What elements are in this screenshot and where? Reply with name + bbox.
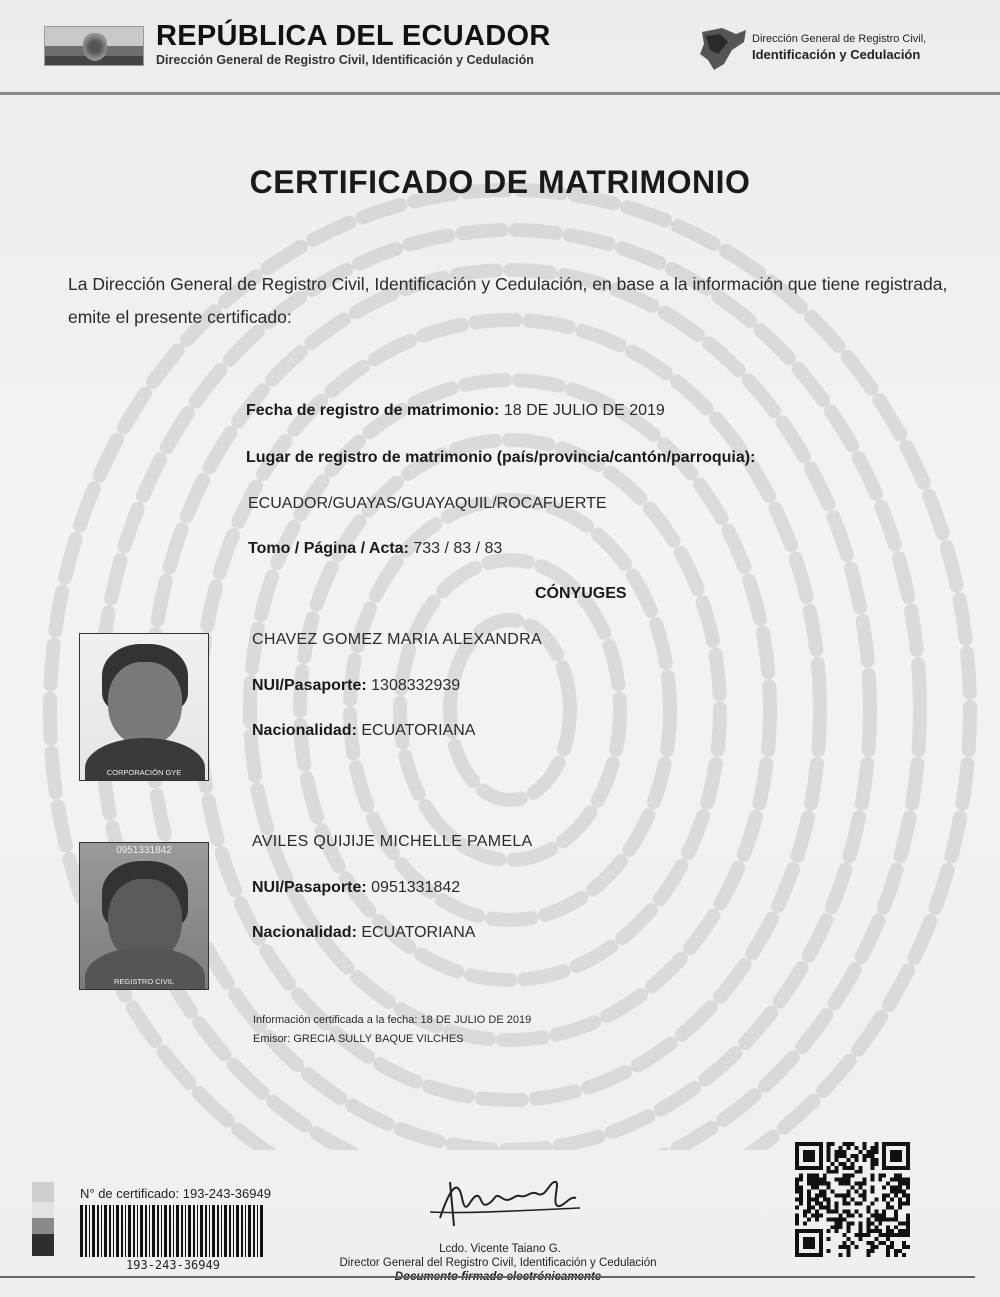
- registration-date-label: Fecha de registro de matrimonio:: [246, 402, 500, 419]
- registration-date-value: 18 DE JULIO DE 2019: [503, 402, 665, 419]
- signature-graphic: [410, 1168, 590, 1238]
- certified-date-value: 18 DE JULIO DE 2019: [420, 1014, 532, 1026]
- registration-place-row: [246, 449, 755, 467]
- color-swatch-mid: [32, 1218, 54, 1234]
- footer-divider: [0, 1276, 975, 1278]
- document-title: CERTIFICADO DE MATRIMONIO: [249, 164, 751, 200]
- registration-date-row: [246, 402, 665, 420]
- spouse-1-nui-value: 1308332939: [371, 677, 461, 694]
- qr-code: [795, 1142, 910, 1257]
- agency-right-line2: Identificación y Cedulación: [752, 47, 921, 62]
- ecuador-flag: [44, 26, 144, 66]
- spouse-1-nui-label: NUI/Pasaporte:: [252, 677, 367, 694]
- agency-subtitle: Dirección General de Registro Civil, Identificación y Cedulación: [156, 53, 534, 67]
- spouse-2-nui-row: [252, 879, 460, 897]
- ecuador-map-logo-icon: [692, 24, 750, 74]
- spouse-1-photo: [79, 633, 209, 781]
- issuer-label: Emisor:: [253, 1033, 291, 1045]
- color-swatch-pale: [32, 1202, 54, 1218]
- spouse-1-nationality-row: [252, 722, 475, 740]
- header-divider: [0, 92, 1000, 95]
- spouse-2-nationality-row: [252, 924, 475, 942]
- spouse-2-photo-id: 0951331842: [116, 845, 172, 856]
- issuer-row: [253, 1033, 464, 1045]
- certificate-number-value: 193-243-36949: [182, 1186, 271, 1201]
- certificate-number-label: N° de certificado:: [80, 1186, 180, 1201]
- color-swatch-light: [32, 1182, 54, 1202]
- registration-place-label: Lugar de registro de matrimonio (país/provincia/cantón/parroquia):: [246, 449, 756, 466]
- signer-title: Director General del Registro Civil, Identificación y Cedulación: [339, 1257, 657, 1269]
- spouse-1-nui-row: [252, 677, 460, 695]
- country-title: REPÚBLICA DEL ECUADOR: [156, 20, 551, 52]
- spouse-2-photo-caption: REGISTRO CIVIL: [113, 977, 174, 986]
- certificate-number-row: [80, 1186, 271, 1201]
- spouse-2-photo: [79, 842, 209, 990]
- spouse-1-name: CHAVEZ GOMEZ MARIA ALEXANDRA: [252, 631, 542, 648]
- spouse-2-nui-label: NUI/Pasaporte:: [252, 879, 367, 896]
- certified-date-label: Información certificada a la fecha:: [253, 1014, 418, 1026]
- volume-page-record-row: [248, 540, 502, 558]
- spouse-1-nationality-value: ECUATORIANA: [361, 722, 476, 739]
- spouses-heading: CÓNYUGES: [535, 585, 627, 602]
- agency-right-line1: Dirección General de Registro Civil,: [752, 33, 927, 45]
- barcode-number: 193-243-36949: [126, 1258, 220, 1272]
- signer-name: Lcdo. Vicente Taiano G.: [439, 1243, 561, 1255]
- spouse-2-nationality-label: Nacionalidad:: [252, 924, 357, 941]
- spouse-2-nationality-value: ECUATORIANA: [361, 924, 476, 941]
- intro-paragraph: La Dirección General de Registro Civil, Identificación y Cedulación, en base a la información que tiene registrada, emite el presente certificado:: [68, 274, 948, 327]
- certified-date-row: [253, 1014, 531, 1026]
- spouse-1-nationality-label: Nacionalidad:: [252, 722, 357, 739]
- issuer-value: GRECIA SULLY BAQUE VILCHES: [293, 1033, 464, 1045]
- coat-of-arms-icon: [83, 33, 107, 61]
- spouse-2-nui-value: 0951331842: [371, 879, 461, 896]
- spouse-1-photo-caption: CORPORACIÓN GYE: [106, 768, 182, 777]
- spouse-2-name: AVILES QUIJIJE MICHELLE PAMELA: [252, 833, 533, 850]
- registration-place-value: ECUADOR/GUAYAS/GUAYAQUIL/ROCAFUERTE: [248, 495, 607, 512]
- volume-page-record-value: 733 / 83 / 83: [413, 540, 503, 557]
- volume-page-record-label: Tomo / Página / Acta:: [248, 540, 409, 557]
